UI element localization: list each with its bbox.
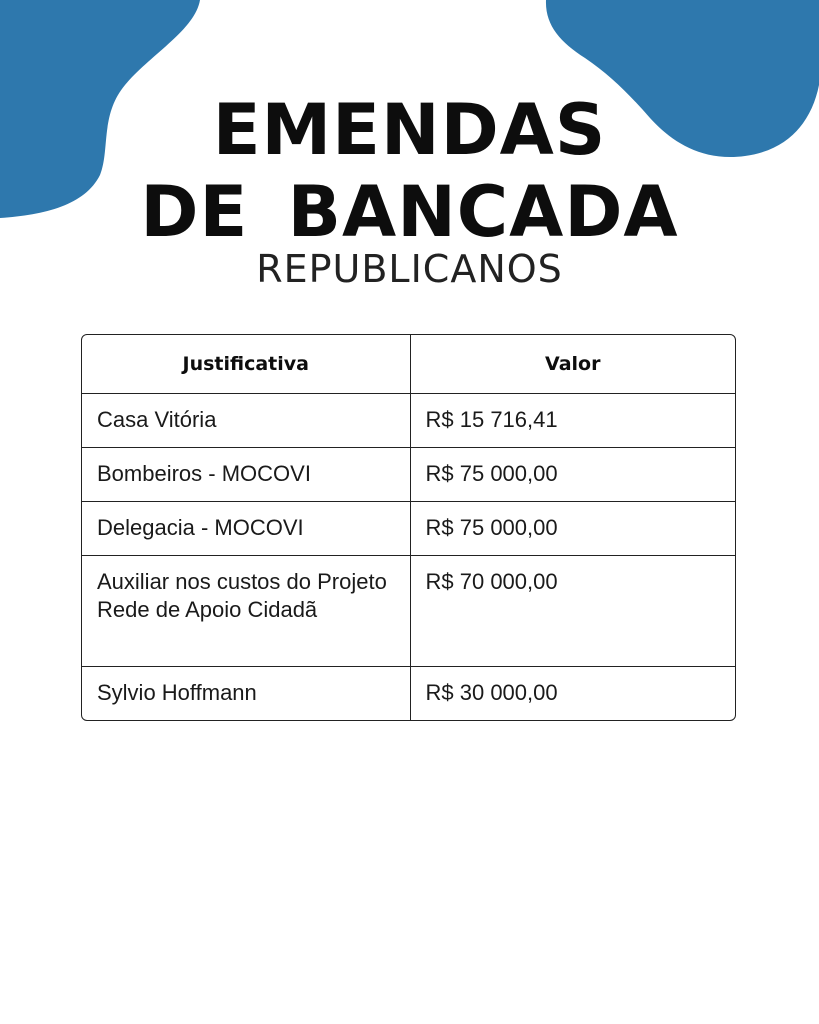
cell-valor: R$ 15 716,41: [410, 393, 735, 447]
page-title-line2: DE BANCADA: [140, 171, 679, 253]
page-title-line1: EMENDAS: [212, 89, 607, 171]
column-header-valor: Valor: [410, 335, 735, 393]
page-subtitle: REPUBLICANOS: [256, 247, 563, 291]
cell-justificativa: Bombeiros - MOCOVI: [82, 447, 410, 501]
table-row: [82, 501, 735, 555]
table-header-row: [82, 335, 735, 393]
table-row: [82, 393, 735, 447]
table-row: [82, 555, 735, 666]
emendas-table: [81, 334, 736, 721]
cell-justificativa: Sylvio Hoffmann: [82, 666, 410, 720]
cell-valor: R$ 70 000,00: [410, 555, 735, 666]
column-header-justificativa: Justificativa: [82, 335, 410, 393]
cell-justificativa: Casa Vitória: [82, 393, 410, 447]
cell-justificativa: Auxiliar nos custos do Projeto Rede de Apoio Cidadã: [82, 555, 410, 666]
cell-valor: R$ 75 000,00: [410, 501, 735, 555]
cell-justificativa: Delegacia - MOCOVI: [82, 501, 410, 555]
cell-valor: R$ 30 000,00: [425, 679, 558, 705]
cell-valor: R$ 75 000,00: [410, 447, 735, 501]
table-row: [82, 447, 735, 501]
table-row: [82, 666, 735, 720]
